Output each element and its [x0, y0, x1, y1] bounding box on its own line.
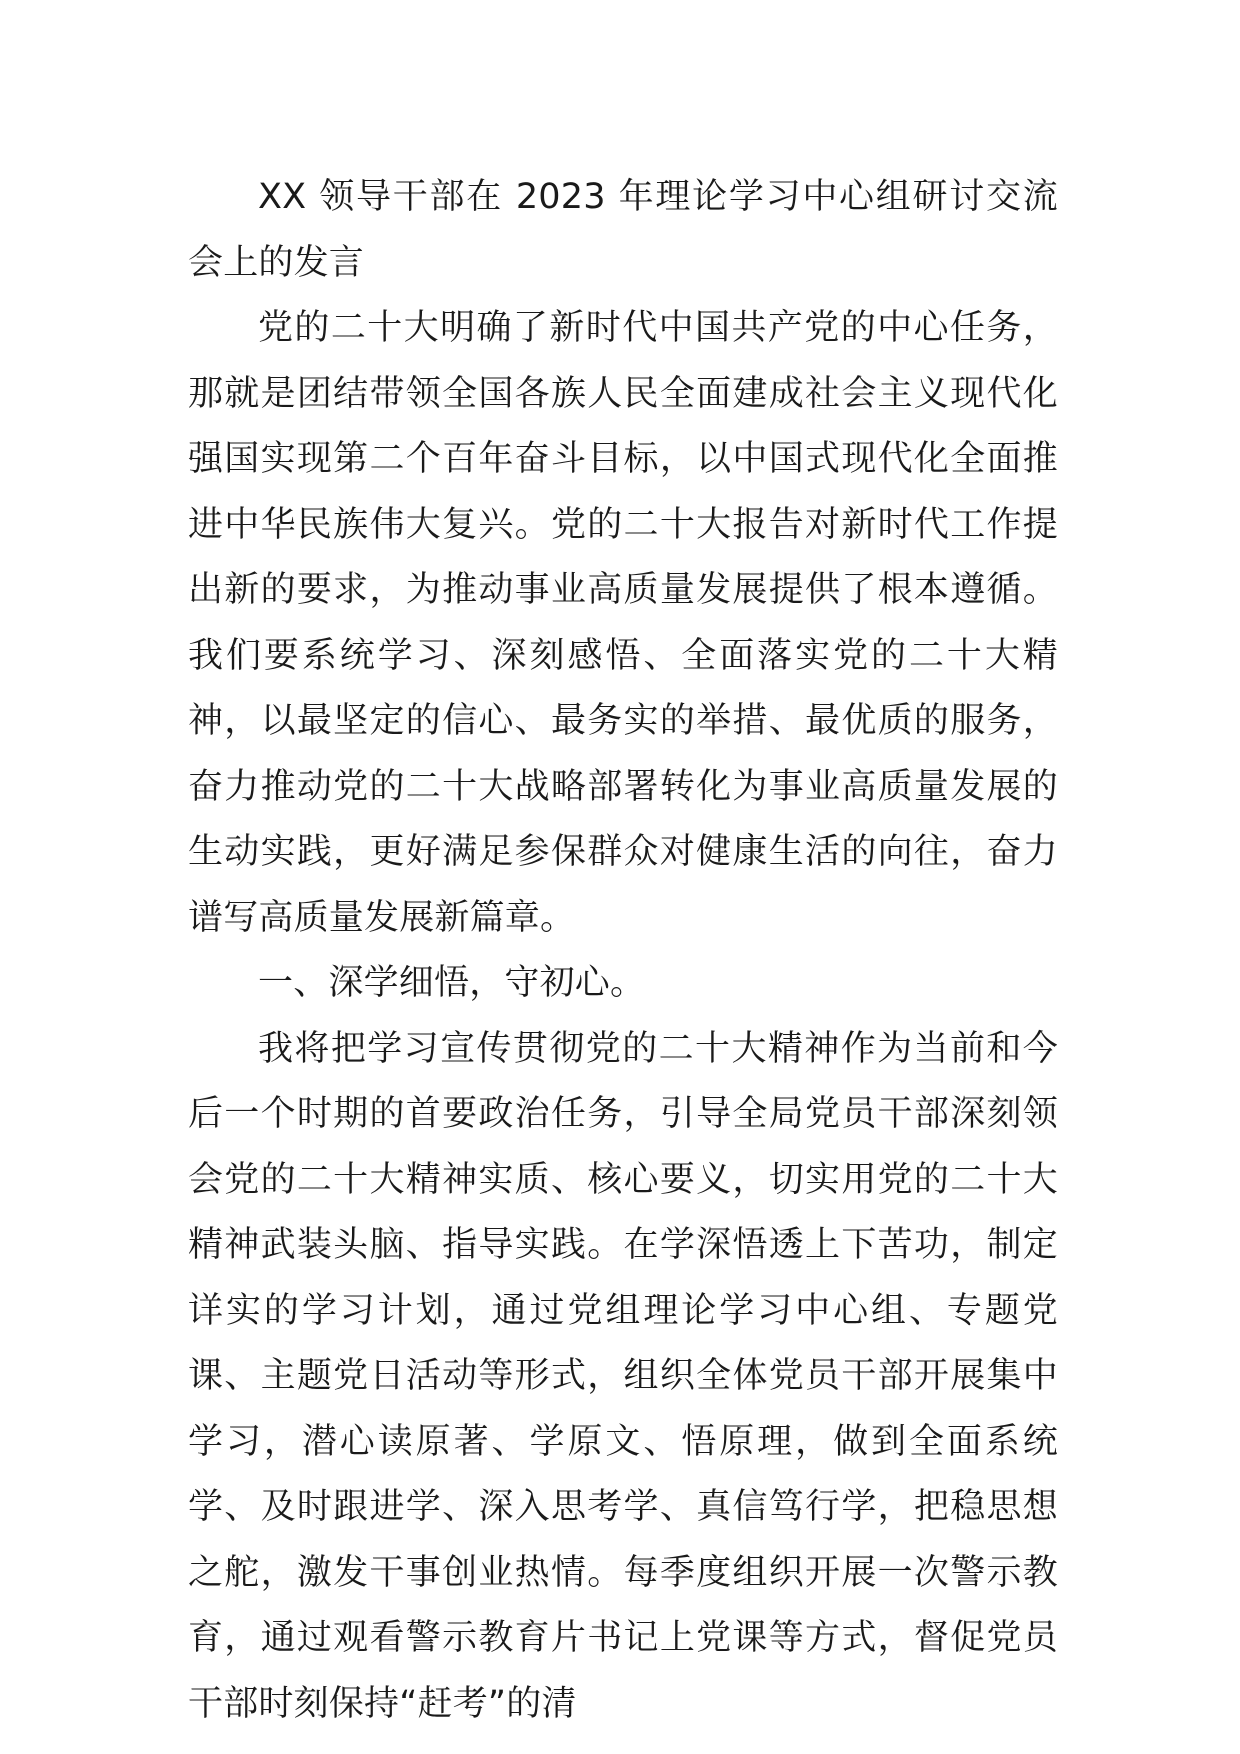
paragraph-section-1: 我将把学习宣传贯彻党的二十大精神作为当前和今后一个时期的首要政治任务，引导全局党员干部深刻领会党的二十大精神实质、核心要义，切实用党的二十大精神武装头脑、指导实践。在学深悟透上下苦功，制定详实的学习计划，通过党组理论学习中心组、专题党课、主题党日活动等形式，组织全体党员干部开展集中学习，潜心读原著、学原文、悟原理，做到全面系统学、及时跟进学、深入思考学、真信笃行学，把稳思想之舵，激发干事创业热情。每季度组织开展一次警示教育，通过观看警示教育片书记上党课等方式，督促党员干部时刻保持“赶考”的清: [188, 1028, 1058, 1724]
document-body: [188, 165, 1058, 1737]
section-heading-1: 一、深学细悟，守初心。: [258, 963, 646, 1003]
paragraph-intro: 党的二十大明确了新时代中国共产党的中心任务，那就是团结带领全国各族人民全面建成社会主义现代化强国实现第二个百年奋斗目标，以中国式现代化全面推进中华民族伟大复兴。党的二十大报告对新时代工作提出新的要求，为推动事业高质量发展提供了根本遵循。我们要系统学习、深刻感悟、全面落实党的二十大精神，以最坚定的信心、最务实的举措、最优质的服务，奋力推动党的二十大战略部署转化为事业高质量发展的生动实践，更好满足参保群众对健康生活的向往，奋力谱写高质量发展新篇章。: [188, 308, 1058, 938]
document-title: XX 领导干部在 2023 年理论学习中心组研讨交流会上的发言: [188, 177, 1058, 283]
